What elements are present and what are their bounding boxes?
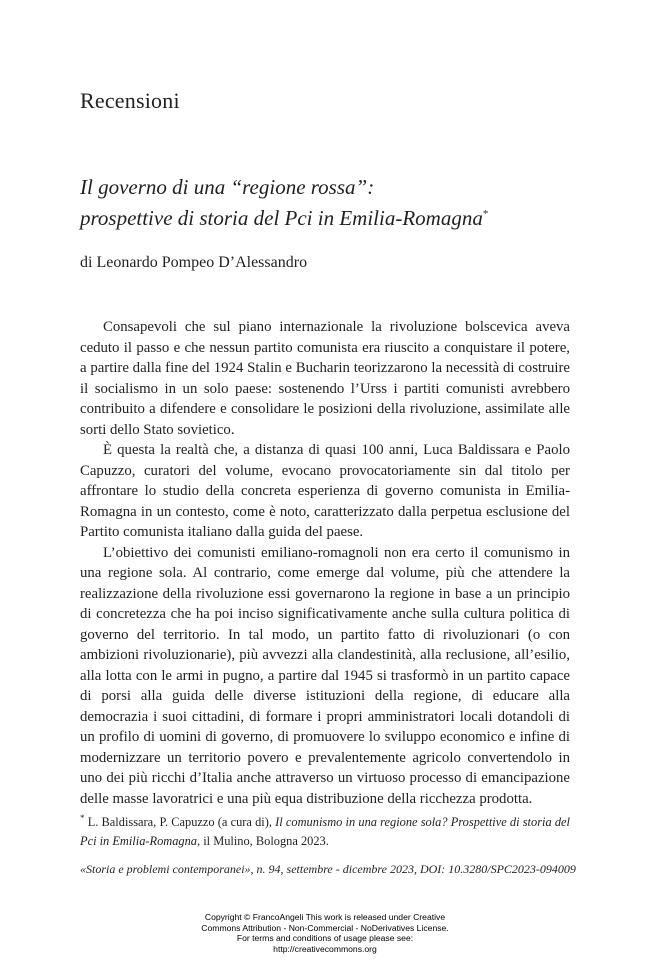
- license-notice: [0, 912, 650, 954]
- license-line-3: For terms and conditions of usage please see:: [236, 933, 414, 944]
- author-byline: di Leonardo Pompeo D’Alessandro: [80, 254, 308, 271]
- section-heading: Recensioni: [80, 88, 180, 113]
- license-line-1: Copyright © FrancoAngeli This work is released under Creative: [204, 912, 446, 922]
- footnote: [80, 809, 570, 850]
- footnote-mark: *: [80, 813, 85, 823]
- license-link[interactable]: http://creativecommons.org: [273, 943, 377, 954]
- footnote-suffix: , il Mulino, Bologna 2023.: [197, 833, 329, 848]
- footnote-prefix: L. Baldissara, P. Capuzzo (a cura di),: [84, 815, 276, 829]
- article-title-line-1: Il governo di una “regione rossa”:: [80, 175, 375, 199]
- body-paragraph-3: L’obiettivo dei comunisti emiliano-romagnoli non era certo il comunismo in una regione sola. Al contrario, come emerge dal volume, più che attendere la realizzazione della rivoluzione essi governarono la regione in base a un principio di concretezza che ha poi inciso significativamente anche sulla cultura politica di governo del territorio. In tal modo, un partito fatto di rivoluzionari (o con ambizioni rivoluzionarie), più avvezzi alla clandestinità, alla reclusione, all’esilio, alla lotta con le armi in pugno, a partire dal 1945 si trasformò in un partito capace di porsi alla guida delle diverse istituzioni della regione, di educare alla democrazia i suoi cittadini, di formare i propri amministratori locali dotandoli di un profilo di uomini di governo, di promuovere lo sviluppo economico e infine di modernizzare un territorio povero e prevalentemente agricolo convertendolo in uno dei più ricchi d’Italia anche attraverso un virtuoso processo di emancipazione delle masse lavoratrici e una più equa distribuzione della ricchezza prodotta.: [80, 544, 570, 807]
- journal-citation: «Storia e problemi contemporanei», n. 94, settembre - dicembre 2023, DOI: 10.3280/SPC2023-094009: [80, 862, 576, 876]
- body-paragraph-2: È questa la realtà che, a distanza di quasi 100 anni, Luca Baldissara e Paolo Capuzzo, curatori del volume, evocano provocatoriamente sin dal titolo per affrontare lo studio della concreta esperienza di governo comunista in Emilia-Romagna in un contesto, come è noto, caratterizzato dalla perpetua esclusione del Partito comunista italiano dalla guida del paese.: [80, 442, 570, 540]
- footnote-book-title: Il comunismo in una regione sola? Prospettive di storia del Pci in Emilia-Romagna: [80, 815, 570, 848]
- title-footnote-mark[interactable]: *: [482, 208, 489, 220]
- license-line-2: Commons Attribution - Non-Commercial - NoDerivatives License.: [201, 922, 449, 933]
- body-paragraph-1: Consapevoli che sul piano internazionale la rivoluzione bolscevica aveva ceduto il passo e che nessun partito comunista era riuscito a conquistare il potere, a partire dalla fine del 1924 Stalin e Bucharin teorizzarono la necessità di costruire il socialismo in un solo paese: sostenendo l’Urss i partiti comunisti avrebbero contribuito a difendere e consolidare le posizioni della rivoluzione, assimilate alle sorti dello Stato sovietico.: [80, 319, 570, 438]
- article-title: [80, 174, 580, 232]
- article-body: [80, 317, 570, 809]
- article-title-line-2: [80, 201, 580, 232]
- article-title-line-2-text: prospettive di storia del Pci in Emilia-Romagna: [80, 206, 483, 230]
